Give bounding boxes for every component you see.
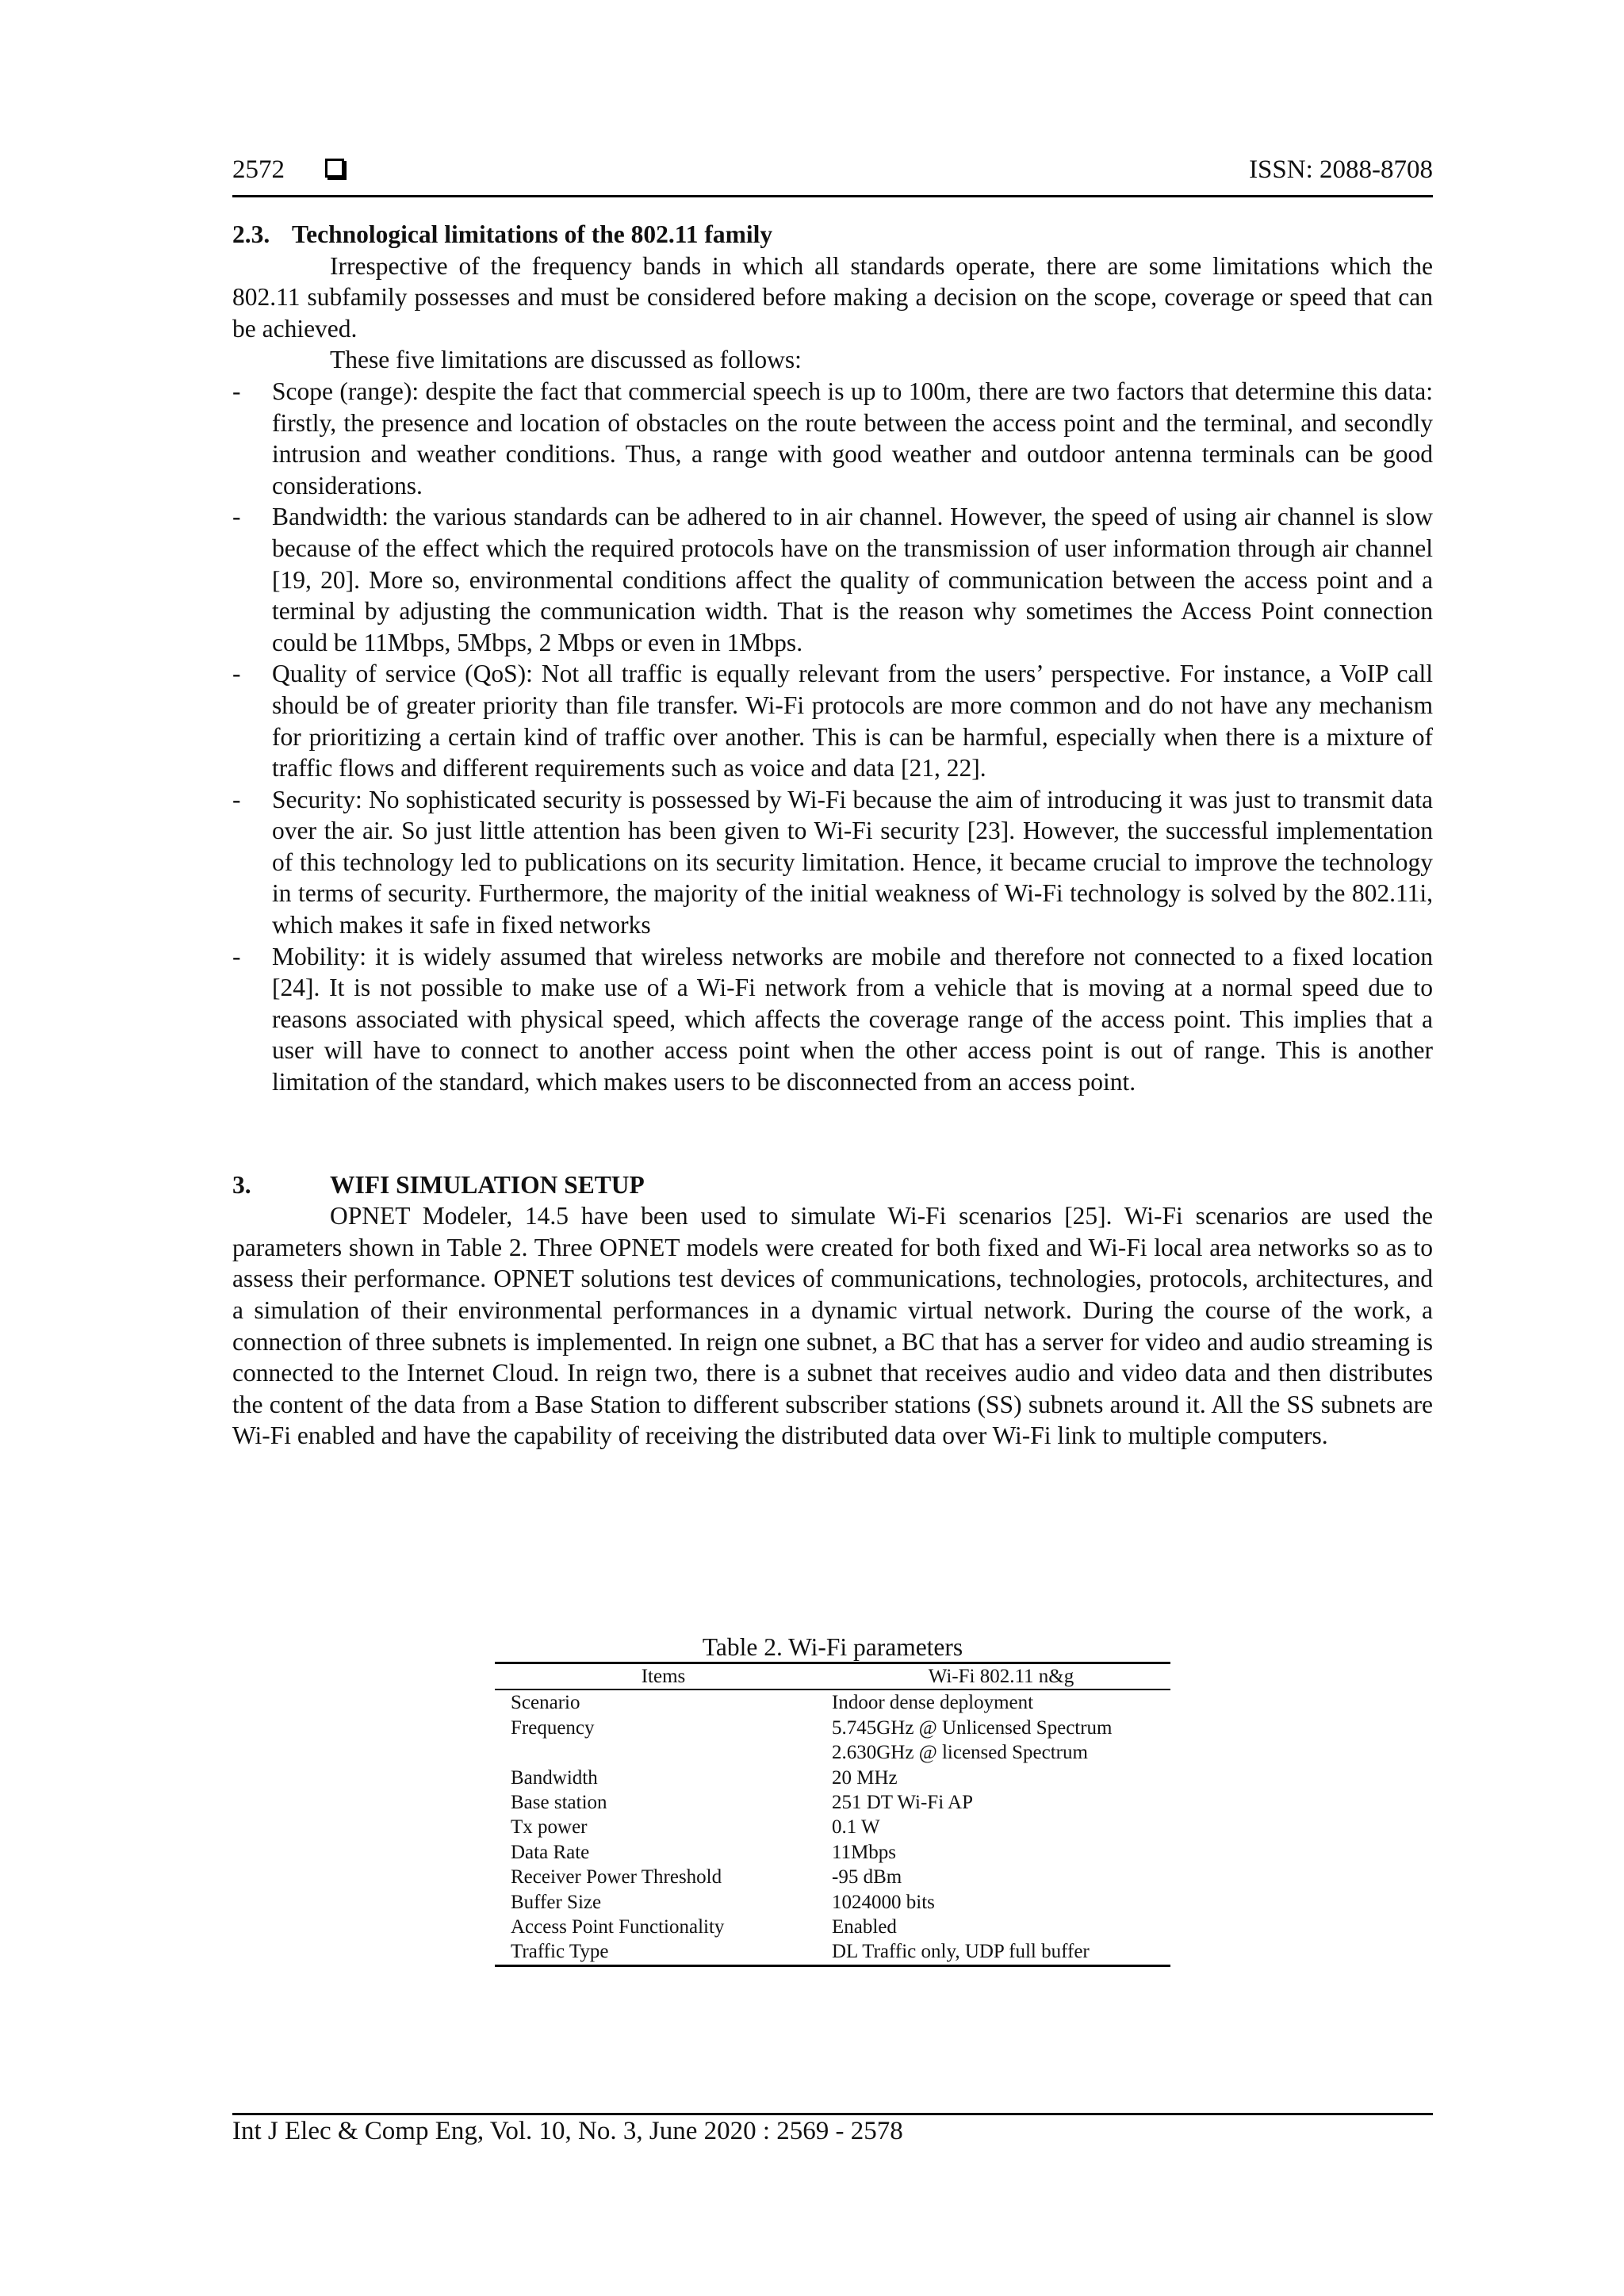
list-item-text: Mobility: it is widely assumed that wireless networks are mobile and therefore not connected to a fixed location [24]. It is not possible to make use of a Wi-Fi network from a vehicle that is moving at a normal speed due to reasons associated with physical speed, which affects the coverage range of the access point. This implies that a user will have to connect to another access point when the other access point is out of range. This is another limitation of the standard, which makes users to be disconnected from an access point. (272, 942, 1433, 1096)
issn-label: ISSN: 2088-8708 (1249, 155, 1433, 184)
table-2 (495, 1633, 1170, 1967)
page-number: 2572 (232, 155, 285, 184)
table-row (495, 1766, 1170, 1790)
table-cell: Enabled (832, 1916, 897, 1938)
dash-bullet: - (232, 660, 241, 688)
table-header-row (495, 1663, 1170, 1690)
section-3 (232, 1169, 1433, 1452)
wifi-parameters-table (495, 1662, 1170, 1967)
table-cell: Traffic Type (495, 1939, 832, 1965)
table-cell: 5.745GHz @ Unlicensed Spectrum (832, 1716, 1113, 1739)
table-cell: Indoor dense deployment (832, 1692, 1034, 1714)
table-cell: 251 DT Wi-Fi AP (832, 1792, 973, 1814)
section-2-3-title: Technological limitations of the 802.11 family (292, 220, 773, 248)
section-3-heading (232, 1169, 1433, 1201)
table-caption: Table 2. Wi-Fi parameters (702, 1633, 963, 1661)
list-item (232, 941, 1433, 1098)
table-cell: Frequency (511, 1716, 595, 1739)
dash-bullet: - (232, 942, 241, 970)
table-row (495, 1915, 1170, 1939)
table-cell (495, 1740, 832, 1765)
list-item-text: Scope (range): despite the fact that commercial speech is up to 100m, there are two factors that determine this data: firstly, the presence and location of obstacles on the route between the access point and the terminal, and secondly intrusion and weather conditions. Thus, a range with good weather and outdoor antenna terminals can be good considerations. (272, 377, 1433, 499)
list-item-text: Quality of service (QoS): Not all traffic is equally relevant from the users’ perspective. For instance, a VoIP call should be of greater priority than file transfer. Wi-Fi protocols are more common and do not have any mechanism for prioritizing a certain kind of traffic over another. This is can be harmful, especially when there is a mixture of traffic flows and different requirements such as voice and data [21, 22]. (272, 660, 1433, 783)
square-bullet-icon (325, 159, 344, 178)
table-cell: Buffer Size (511, 1891, 602, 1913)
table-row (495, 1790, 1170, 1815)
table-row (495, 1939, 1170, 1965)
page-footer: Int J Elec & Comp Eng, Vol. 10, No. 3, June 2020 : 2569 - 2578 (232, 2113, 1433, 2146)
section-3-paragraph: OPNET Modeler, 14.5 have been used to simulate Wi-Fi scenarios [25]. Wi-Fi scenarios are used the parameters shown in Table 2. Three OPNET models were created for both fixed and Wi-Fi local area networks so as to assess their performance. OPNET solutions test devices of communications, technologies, protocols, architectures, and a simulation of their environmental performances in a dynamic virtual network. During the course of the work, a connection of three subnets is implemented. In reign one subnet, a BC that has a server for video and audio streaming is connected to the Internet Cloud. In reign two, there is a subnet that receives audio and video data and then distributes the content of the data from a Base Station to different subscriber stations (SS) subnets around it. All the SS subnets are Wi-Fi enabled and have the capability of receiving the distributed data over Wi-Fi link to multiple computers. (232, 1202, 1433, 1450)
table-row (495, 1689, 1170, 1715)
table-cell: 0.1 W (832, 1816, 880, 1839)
list-item (232, 501, 1433, 658)
table-cell: 1024000 bits (832, 1891, 935, 1913)
list-item-text: Bandwidth: the various standards can be adhered to in air channel. However, the speed of using air channel is slow because of the effect which the required protocols have on the transmission of user information through air channel [19, 20]. More so, environmental conditions affect the quality of communication between the access point and a terminal by adjusting the communication width. That is the reason why sometimes the Access Point connection could be 11Mbps, 5Mbps, 2 Mbps or even in 1Mbps. (272, 503, 1433, 656)
table-header-items: Items (495, 1663, 832, 1690)
section-2-3-paragraph-1: Irrespective of the frequency bands in which all standards operate, there are some limitations which the 802.11 subfamily possesses and must be considered before making a decision on the scope, coverage or speed that can be achieved. (232, 251, 1433, 342)
list-item (232, 658, 1433, 783)
dash-bullet: - (232, 785, 241, 813)
table-cell: Base station (511, 1792, 607, 1814)
list-item-text: Security: No sophisticated security is possessed by Wi-Fi because the aim of introducing it was just to transmit data over the air. So just little attention has been given to Wi-Fi security [23]. However, the successful implementation of this technology led to publications on its security limitation. Hence, it became crucial to improve the technology in terms of security. Furthermore, the majority of the initial weakness of Wi-Fi technology is solved by the 802.11i, which makes it safe in fixed networks (272, 785, 1433, 939)
table-row (495, 1890, 1170, 1915)
body-content (232, 219, 1433, 1452)
table-cell: -95 dBm (832, 1866, 902, 1888)
table-row (495, 1815, 1170, 1839)
list-item (232, 784, 1433, 941)
table-cell: Access Point Functionality (511, 1916, 725, 1938)
dash-bullet: - (232, 377, 241, 405)
section-3-number: 3. (232, 1170, 251, 1199)
table-row (495, 1840, 1170, 1865)
list-item (232, 376, 1433, 501)
dash-bullet: - (232, 503, 241, 531)
table-cell: Tx power (511, 1816, 588, 1839)
page-header (232, 151, 1433, 197)
section-2-3-heading (232, 219, 1433, 251)
table-header-wifi: Wi-Fi 802.11 n&g (832, 1663, 1170, 1690)
table-cell: Data Rate (511, 1841, 590, 1863)
table-cell: Scenario (511, 1692, 580, 1714)
table-cell: Bandwidth (511, 1766, 598, 1789)
table-row (495, 1716, 1170, 1740)
section-3-title: WIFI SIMULATION SETUP (330, 1170, 645, 1199)
table-cell: 2.630GHz @ licensed Spectrum (832, 1742, 1088, 1764)
table-cell: 11Mbps (832, 1841, 897, 1863)
table-row (495, 1865, 1170, 1889)
table-cell: 20 MHz (832, 1766, 898, 1789)
table-row (495, 1740, 1170, 1765)
section-2-3-paragraph-2: These five limitations are discussed as follows: (330, 346, 802, 374)
section-2-3-number: 2.3. (232, 220, 270, 248)
table-cell: DL Traffic only, UDP full buffer (832, 1939, 1170, 1965)
limitations-list (232, 376, 1433, 1098)
table-cell: Receiver Power Threshold (511, 1866, 722, 1888)
